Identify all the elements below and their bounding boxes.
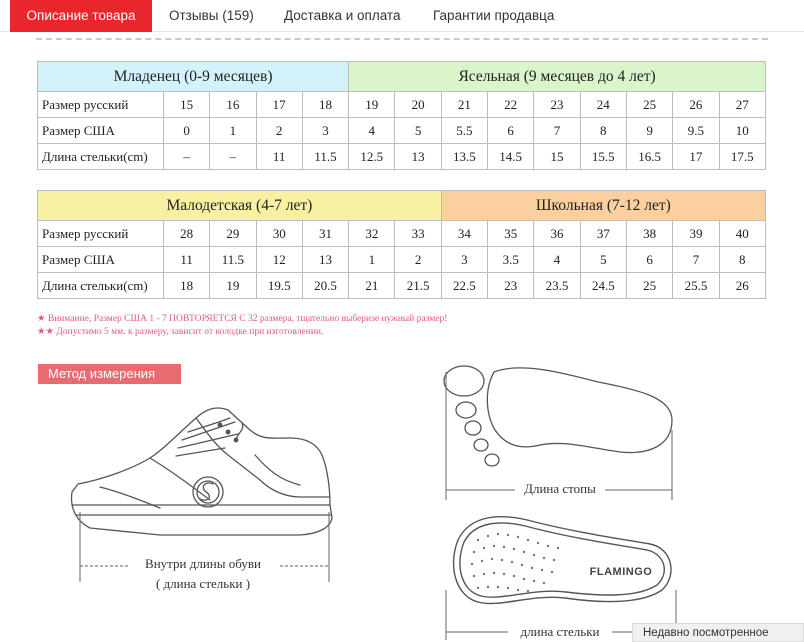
table-cell: 18 [302, 92, 348, 118]
table-cell: 4 [534, 247, 580, 273]
table-cell: 19 [210, 273, 256, 299]
row-label: Размер США [38, 247, 164, 273]
tab-reviews[interactable]: Отзывы (159) [169, 8, 254, 23]
group-header-toddler: Ясельная (9 месяцев до 4 лет) [349, 62, 766, 92]
table-cell: 29 [210, 221, 256, 247]
table-cell: 16.5 [626, 144, 672, 170]
table-cell: 13 [395, 144, 441, 170]
table-cell: 15 [163, 92, 209, 118]
row-label: Размер русский [38, 92, 164, 118]
foot-icon [444, 366, 672, 466]
note-repeat-warning: ★ Внимание, Размер США 1 - 7 ПОВТОРЯЕТСЯ С 32 размера, тщательно выберизе нужный размер! [37, 314, 448, 324]
table-cell: – [163, 144, 209, 170]
table-cell: 6 [488, 118, 534, 144]
table-cell: 8 [580, 118, 626, 144]
table-cell: 24.5 [580, 273, 626, 299]
table-cell: 5 [395, 118, 441, 144]
table-cell: 11.5 [302, 144, 348, 170]
table-cell: 25 [627, 273, 673, 299]
insole-icon [454, 517, 671, 604]
table-cell: 3 [302, 118, 348, 144]
row-label: Длина стельки(cm) [38, 273, 164, 299]
table-cell: 2 [256, 118, 302, 144]
table-cell: 22 [488, 92, 534, 118]
table-cell: 7 [673, 247, 719, 273]
table-cell: 28 [163, 221, 209, 247]
table-cell: 15 [534, 144, 580, 170]
table-cell: 22.5 [441, 273, 487, 299]
table-cell: 39 [673, 221, 719, 247]
table-cell: 24 [580, 92, 626, 118]
table-cell: 17 [673, 144, 719, 170]
sneaker-icon [72, 408, 332, 535]
table-cell: 21 [349, 273, 395, 299]
table-cell: 23 [488, 273, 534, 299]
table-cell: 12 [256, 247, 302, 273]
insole-perforations [471, 533, 559, 592]
recently-viewed-button[interactable]: Недавно посмотренное [632, 623, 804, 642]
table-cell: 13.5 [441, 144, 487, 170]
table-cell: 12.5 [349, 144, 395, 170]
table-cell: 23 [534, 92, 580, 118]
table-cell: 20 [395, 92, 441, 118]
insole-length-caption: длина стельки [508, 624, 612, 640]
method-badge: Метод измерения [38, 364, 181, 384]
table-cell: 19 [349, 92, 395, 118]
table-cell: 5.5 [441, 118, 487, 144]
note-tolerance: ★★ Допустимо 5 мм. к размеру, зависит от колодке при изготовлении. [37, 327, 324, 337]
table-cell: 35 [488, 221, 534, 247]
table-cell: 7 [534, 118, 580, 144]
table-cell: 27 [719, 92, 765, 118]
table-cell: 26 [673, 92, 719, 118]
table-cell: 3 [441, 247, 487, 273]
table-cell: 2 [395, 247, 441, 273]
table-cell: 8 [719, 247, 765, 273]
table-cell: 32 [349, 221, 395, 247]
table-cell: 11.5 [210, 247, 256, 273]
table-cell: 20.5 [302, 273, 348, 299]
table-cell: 0 [163, 118, 209, 144]
table-cell: 9 [626, 118, 672, 144]
table-cell: 37 [580, 221, 626, 247]
table-cell: 33 [395, 221, 441, 247]
table-cell: 1 [210, 118, 256, 144]
tab-guarantees[interactable]: Гарантии продавца [433, 8, 555, 23]
table-cell: 25.5 [673, 273, 719, 299]
table-cell: 18 [163, 273, 209, 299]
table-cell: 36 [534, 221, 580, 247]
group-header-infant: Младенец (0-9 месяцев) [38, 62, 349, 92]
table-cell: 9.5 [673, 118, 719, 144]
table-cell: 25 [626, 92, 672, 118]
shoe-caption-insole-length: ( длина стельки ) [155, 576, 251, 591]
table-cell: 17.5 [719, 144, 765, 170]
table-cell: 15.5 [580, 144, 626, 170]
group-header-preschool: Малодетская (4-7 лет) [38, 191, 442, 221]
table-cell: 11 [163, 247, 209, 273]
table-cell: 1 [349, 247, 395, 273]
table-cell: 5 [580, 247, 626, 273]
table-cell: 19.5 [256, 273, 302, 299]
table-cell: 10 [719, 118, 765, 144]
foot-length-caption: Длина стопы [515, 481, 605, 497]
table-cell: – [210, 144, 256, 170]
table-cell: 4 [349, 118, 395, 144]
table-cell: 16 [210, 92, 256, 118]
table-cell: 13 [302, 247, 348, 273]
table-cell: 6 [627, 247, 673, 273]
tab-description[interactable]: Описание товара [10, 0, 152, 32]
insole-brand-label: FLAMINGO [589, 566, 653, 578]
table-cell: 21.5 [395, 273, 441, 299]
tab-delivery[interactable]: Доставка и оплата [284, 8, 401, 23]
table-cell: 21 [441, 92, 487, 118]
table-cell: 40 [719, 221, 765, 247]
row-label: Размер США [38, 118, 164, 144]
table-cell: 3.5 [488, 247, 534, 273]
table-cell: 34 [441, 221, 487, 247]
row-label: Размер русский [38, 221, 164, 247]
table-cell: 38 [627, 221, 673, 247]
group-header-school: Школьная (7-12 лет) [441, 191, 765, 221]
table-cell: 11 [256, 144, 302, 170]
table-cell: 14.5 [488, 144, 534, 170]
table-cell: 26 [719, 273, 765, 299]
table-cell: 30 [256, 221, 302, 247]
row-label: Длина стельки(cm) [38, 144, 164, 170]
table-cell: 31 [302, 221, 348, 247]
table-cell: 17 [256, 92, 302, 118]
table-cell: 23.5 [534, 273, 580, 299]
shoe-caption-inner-length: Внутри длины обуви [128, 556, 278, 572]
